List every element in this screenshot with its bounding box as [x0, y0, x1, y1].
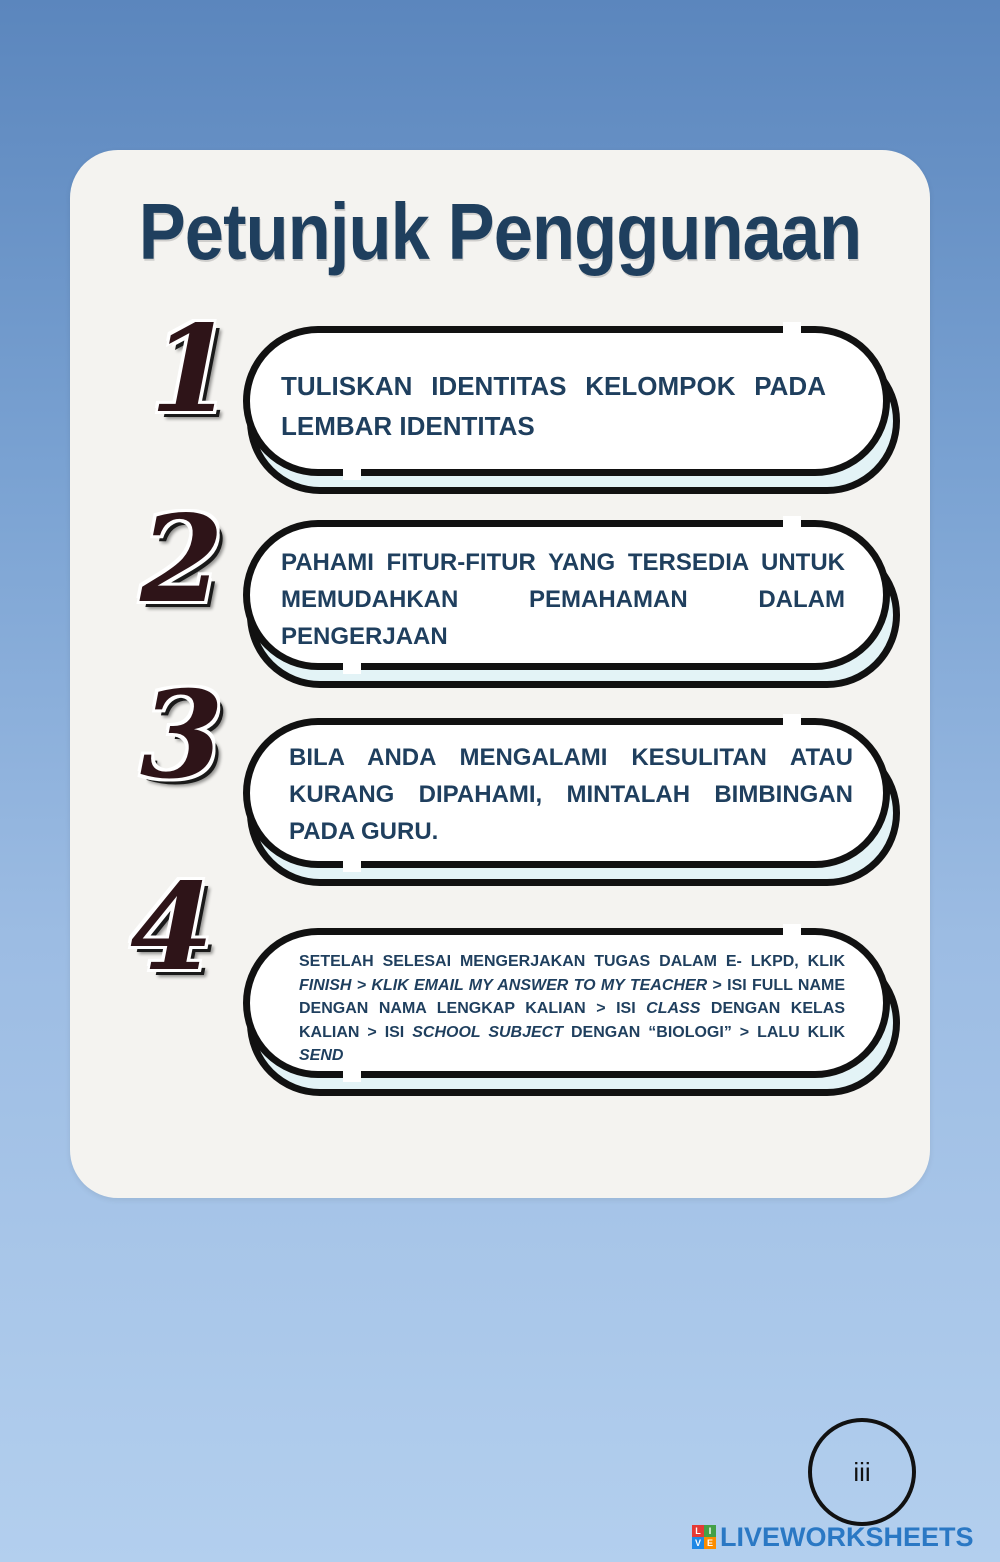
page-number: iii	[853, 1456, 871, 1487]
step-text-3: BILA ANDA MENGALAMI KESULITAN ATAU KURANG DIPAHAMI, MINTALAH BIMBINGAN PADA GURU.	[289, 744, 853, 845]
step-number-3: 3	[140, 665, 224, 806]
step-number-2: 2	[140, 489, 224, 630]
step-number-4: 4	[130, 857, 214, 998]
liveworksheets-text: LIVEWORKSHEETS	[720, 1521, 974, 1552]
step-text-2: PAHAMI FITUR-FITUR YANG TERSEDIA UNTUK MEMUDAHKAN PEMAHAMAN DALAM PENGERJAAN	[281, 549, 845, 650]
step-number-1: 1	[150, 299, 234, 440]
liveworksheets-watermark[interactable]	[692, 1522, 974, 1552]
step-text-4: SETELAH SELESAI MENGERJAKAN TUGAS DALAM E- LKPD, KLIK FINISH > KLIK EMAIL MY ANSWER TO MY TEACHER > ISI FULL NAME DENGAN NAMA LENGKAP KALIAN > ISI CLASS DENGAN KELAS KALIAN > ISI SCHOOL SUBJECT DENGAN “BIOLOGI” > LALU KLIK SEND	[299, 953, 846, 1064]
liveworksheets-logo-icon: L I V E	[692, 1525, 716, 1549]
page-title: Petunjuk Penggunaan	[138, 187, 862, 276]
step-text-1: TULISKAN IDENTITAS KELOMPOK PADA LEMBAR IDENTITAS	[281, 371, 826, 441]
page-number-badge	[808, 1418, 916, 1526]
